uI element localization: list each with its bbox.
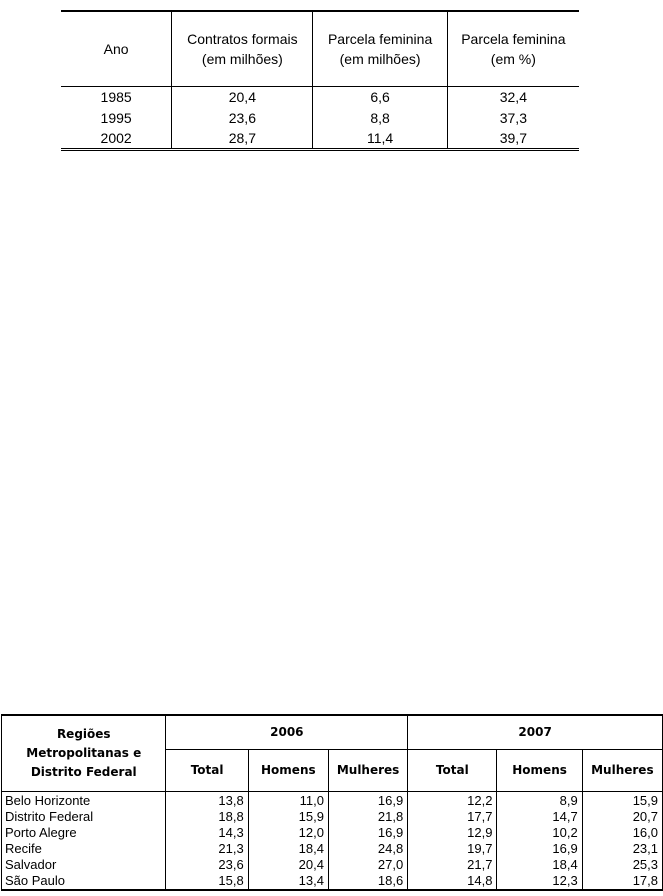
cell-homens-2007: 10,2 <box>497 825 582 841</box>
cell-total-2007: 17,7 <box>408 809 497 825</box>
header-parcela-percent <box>447 11 579 86</box>
header-parcela-milhoes <box>313 11 447 86</box>
header-total-2006: Total <box>166 749 248 791</box>
cell-total-2006: 18,8 <box>166 809 248 825</box>
table-row <box>61 86 579 107</box>
cell-homens-2007: 12,3 <box>497 873 582 890</box>
cell-homens-2006: 20,4 <box>248 857 328 873</box>
cell-ano: 2002 <box>61 128 172 149</box>
header-parcela-milhoes-line1: Parcela feminina <box>327 30 433 47</box>
cell-mulheres-2006: 18,6 <box>328 873 407 890</box>
header-contratos <box>172 11 313 86</box>
table-row <box>2 791 663 809</box>
cell-parcela-milhoes: 8,8 <box>313 107 447 128</box>
header-parcela-percent-line1: Parcela feminina <box>461 30 566 47</box>
cell-region: Recife <box>2 841 166 857</box>
cell-homens-2006: 11,0 <box>248 791 328 809</box>
cell-mulheres-2006: 27,0 <box>328 857 407 873</box>
cell-mulheres-2006: 21,8 <box>328 809 407 825</box>
header-year-2006: 2006 <box>166 715 408 749</box>
header-ano <box>61 11 172 86</box>
cell-mulheres-2007: 17,8 <box>582 873 662 890</box>
cell-total-2006: 14,3 <box>166 825 248 841</box>
cell-region: Porto Alegre <box>2 825 166 841</box>
table-row <box>2 841 663 857</box>
cell-total-2007: 21,7 <box>408 857 497 873</box>
header-mulheres-2006: Mulheres <box>328 749 407 791</box>
cell-ano: 1985 <box>100 88 132 105</box>
cell-homens-2006: 18,4 <box>248 841 328 857</box>
cell-total-2006: 23,6 <box>166 857 248 873</box>
cell-parcela-percent: 37,3 <box>447 107 579 128</box>
cell-contratos: 23,6 <box>172 107 313 128</box>
header-homens-2006: Homens <box>248 749 328 791</box>
cell-mulheres-2006: 16,9 <box>328 791 407 809</box>
cell-total-2007: 12,2 <box>408 791 497 809</box>
header-total-2007: Total <box>408 749 497 791</box>
header-contratos-line1: Contratos formais <box>187 30 298 47</box>
cell-parcela-milhoes: 6,6 <box>313 86 447 107</box>
header-year-2007: 2007 <box>408 715 663 749</box>
year-header-row <box>2 715 663 749</box>
cell-mulheres-2007: 25,3 <box>582 857 662 873</box>
header-ano-label: Ano <box>103 40 129 57</box>
table-row <box>61 128 579 149</box>
cell-mulheres-2006: 24,8 <box>328 841 407 857</box>
header-mulheres-2007: Mulheres <box>582 749 662 791</box>
cell-region: Distrito Federal <box>2 809 166 825</box>
cell-homens-2006: 15,9 <box>248 809 328 825</box>
cell-region: Salvador <box>2 857 166 873</box>
cell-homens-2007: 8,9 <box>497 791 582 809</box>
cell-parcela-percent: 39,7 <box>447 128 579 149</box>
cell-total-2007: 14,8 <box>408 873 497 890</box>
cell-total-2006: 15,8 <box>166 873 248 890</box>
cell-total-2007: 12,9 <box>408 825 497 841</box>
cell-homens-2006: 12,0 <box>248 825 328 841</box>
table-row <box>61 107 579 128</box>
cell-parcela-percent: 32,4 <box>447 86 579 107</box>
cell-region: Belo Horizonte <box>2 791 166 809</box>
unemployment-by-region-table <box>1 714 663 891</box>
cell-homens-2006: 13,4 <box>248 873 328 890</box>
table-row <box>2 809 663 825</box>
header-region-line2: Metropolitanas e <box>26 745 142 760</box>
cell-total-2006: 21,3 <box>166 841 248 857</box>
cell-homens-2007: 16,9 <box>497 841 582 857</box>
cell-mulheres-2007: 20,7 <box>582 809 662 825</box>
table-row <box>2 873 663 890</box>
cell-total-2007: 19,7 <box>408 841 497 857</box>
cell-homens-2007: 14,7 <box>497 809 582 825</box>
header-region <box>2 715 166 791</box>
header-contratos-line2: (em milhões) <box>201 50 283 67</box>
cell-mulheres-2007: 15,9 <box>582 791 662 809</box>
table-row <box>2 857 663 873</box>
cell-contratos: 20,4 <box>172 86 313 107</box>
cell-mulheres-2007: 23,1 <box>582 841 662 857</box>
cell-ano: 1995 <box>100 109 132 126</box>
table-row <box>2 825 663 841</box>
table-header-row <box>61 11 579 86</box>
cell-mulheres-2007: 16,0 <box>582 825 662 841</box>
header-parcela-milhoes-line2: (em milhões) <box>339 50 421 67</box>
cell-contratos: 28,7 <box>172 128 313 149</box>
header-region-line1: Regiões <box>56 726 111 741</box>
cell-homens-2007: 18,4 <box>497 857 582 873</box>
cell-total-2006: 13,8 <box>166 791 248 809</box>
header-parcela-percent-line2: (em %) <box>490 50 536 67</box>
formal-contracts-table <box>61 10 579 151</box>
cell-parcela-milhoes: 11,4 <box>313 128 447 149</box>
header-region-line3: Distrito Federal <box>30 764 137 779</box>
cell-mulheres-2006: 16,9 <box>328 825 407 841</box>
cell-region: São Paulo <box>2 873 166 890</box>
header-homens-2007: Homens <box>497 749 582 791</box>
